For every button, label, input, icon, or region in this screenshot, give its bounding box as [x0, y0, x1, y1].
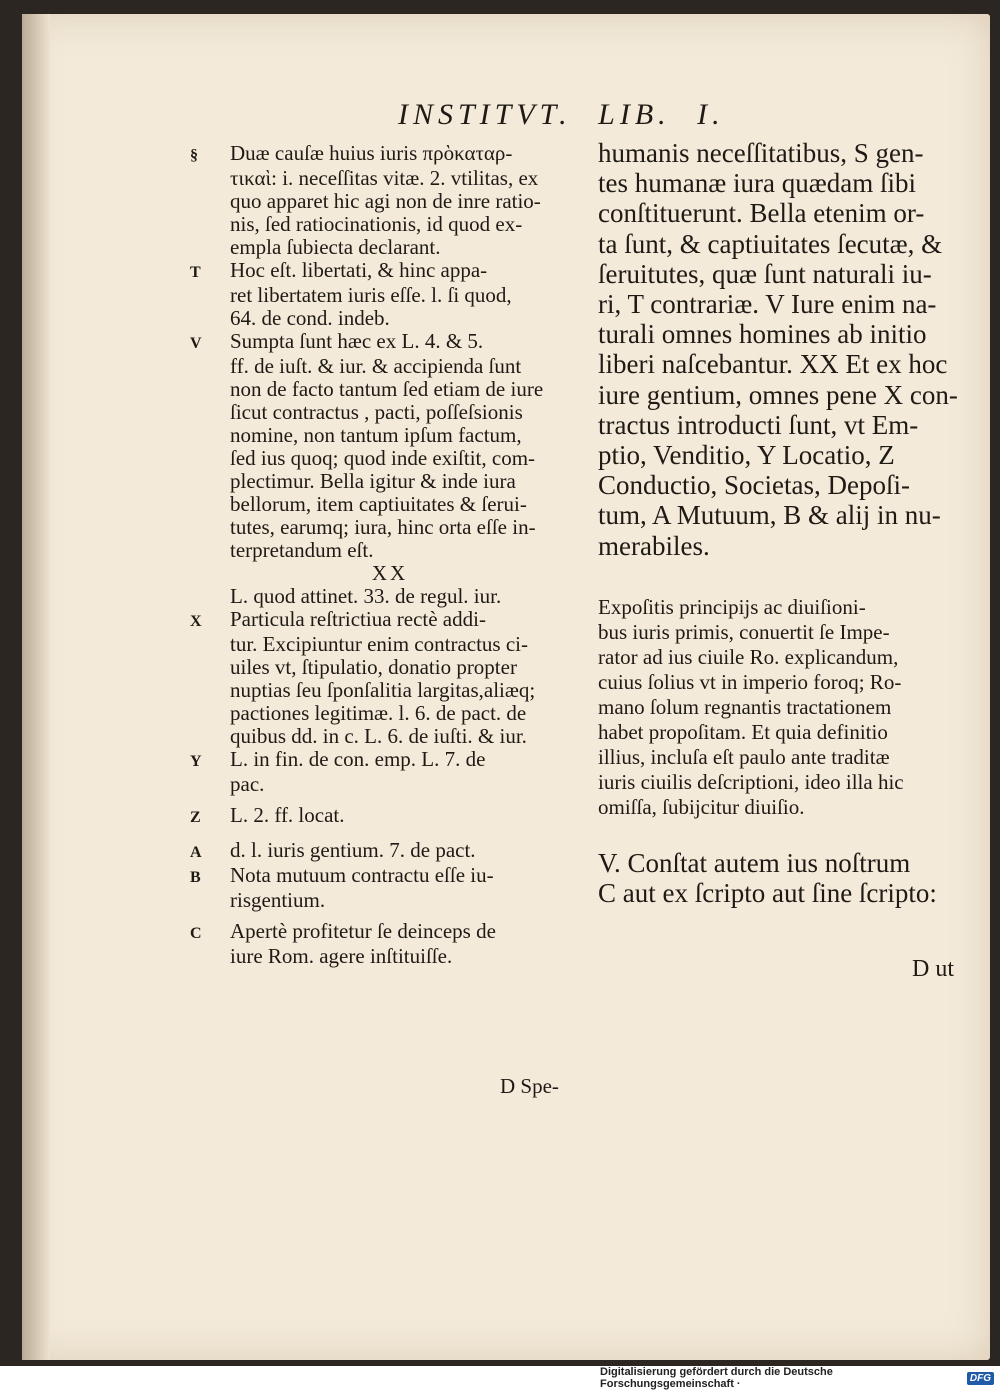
- text-line: [190, 804, 590, 829]
- line-text: ta ſunt, & captiuitates ſecutæ, &: [598, 228, 943, 259]
- line-text: rator ad ius ciuile Ro. explicandum,: [598, 644, 899, 669]
- line-text: ſed ius quoq; quod inde exiſtit, com-: [230, 446, 536, 470]
- text-line: [598, 848, 983, 878]
- catchword-left: D Spe-: [500, 1074, 559, 1098]
- note-marker: C: [190, 925, 202, 942]
- note-heading-xx: XX: [371, 561, 409, 585]
- line-text: ff. de iuſt. & iur. & accipienda ſunt: [230, 354, 522, 378]
- text-line: [598, 380, 983, 410]
- text-line: [598, 138, 983, 168]
- line-text: tes humanæ iura quædam ſibi: [598, 168, 916, 199]
- text-line: [190, 679, 590, 702]
- text-line: [190, 702, 590, 725]
- line-text: tutes, earumq; iura, hinc orta eſſe in-: [230, 515, 536, 539]
- line-text: tur. Excipiuntur enim contractus ci-: [230, 632, 528, 656]
- header-word: INSTITVT.: [398, 98, 572, 131]
- text-line: [598, 620, 983, 645]
- text-line: [190, 167, 590, 190]
- text-line: [190, 516, 590, 539]
- line-text: liberi naſcebantur. XX Et ex hoc: [598, 349, 948, 380]
- note-marker: B: [190, 869, 201, 886]
- line-text: 64. de cond. indeb.: [230, 306, 390, 330]
- line-text: Particula reſtrictiua rectè addi-: [230, 607, 486, 631]
- note-marker: T: [190, 264, 201, 281]
- text-line: [190, 213, 590, 236]
- text-line: [190, 190, 590, 213]
- text-line: [190, 608, 590, 633]
- line-text: plectimur. Bella igitur & inde iura: [230, 469, 516, 493]
- line-text: quo apparet hic agi non de inre ratio-: [230, 189, 541, 213]
- text-line: [190, 585, 590, 608]
- line-text: ri, T contrariæ. V Iure enim na-: [598, 289, 937, 320]
- text-line: [190, 330, 590, 355]
- text-line: [190, 424, 590, 447]
- line-text: empla ſubiecta declarant.: [230, 235, 441, 259]
- note-marker: §: [190, 147, 198, 164]
- text-line: [190, 236, 590, 259]
- text-line: [190, 725, 590, 748]
- footer-text: Digitalisierung gefördert durch die Deutsche Forschungsgemeinschaft ·: [600, 1366, 833, 1390]
- line-text: nuptias ſeu ſponſalitia largitas,aliæq;: [230, 678, 536, 702]
- line-text: Hoc eſt. libertati, & hinc appa-: [230, 258, 488, 282]
- line-text: omiſſa, ſubijcitur diuiſio.: [598, 794, 805, 819]
- line-text: bus iuris primis, conuertit ſe Impe-: [598, 619, 890, 644]
- text-line: [190, 889, 590, 912]
- line-text: habet propoſitam. Et quia definitio: [598, 719, 888, 744]
- text-line: [190, 401, 590, 424]
- text-line: [598, 770, 983, 795]
- line-text: merabiles.: [598, 530, 710, 561]
- line-text: humanis neceſſitatibus, S gen-: [598, 138, 924, 168]
- text-line: [190, 633, 590, 656]
- text-line: [598, 645, 983, 670]
- line-text: iure gentium, omnes pene X con-: [598, 379, 958, 410]
- text-line: [190, 839, 590, 864]
- text-line: [598, 198, 983, 228]
- text-line: [598, 745, 983, 770]
- line-text: iure Rom. agere inſtituiſſe.: [230, 944, 453, 968]
- line-text: Duæ cauſæ huius iuris πρὸκαταρ-: [230, 141, 513, 165]
- line-text: non de facto tantum ſed etiam de iure: [230, 377, 544, 401]
- text-line: [190, 378, 590, 401]
- line-text: pac.: [230, 772, 265, 796]
- footer-credit: [600, 1368, 1000, 1388]
- line-text: conſtituerunt. Bella etenim or-: [598, 198, 925, 229]
- text-line: [598, 695, 983, 720]
- text-line: [598, 168, 983, 198]
- line-text: nomine, non tantum ipſum factum,: [230, 423, 522, 447]
- text-line: [598, 470, 983, 500]
- line-text: Nota mutuum contractu eſſe iu-: [230, 863, 494, 887]
- line-text: τικαὶ: i. neceſſitas vitæ. 2. vtilitas, ex: [230, 166, 539, 190]
- line-text: Conductio, Societas, Depoſi-: [598, 470, 910, 501]
- line-text: uiles vt, ſtipulatio, donatio propter: [230, 655, 517, 679]
- line-text: bellorum, item captiuitates & ſerui-: [230, 492, 527, 516]
- line-text: turali omnes homines ab initio: [598, 319, 927, 350]
- text-line: [190, 284, 590, 307]
- text-line: [190, 307, 590, 330]
- text-line: [190, 945, 590, 968]
- text-line: [190, 259, 590, 284]
- line-text: ſicut contractus , pacti, poſſeſsionis: [230, 400, 523, 424]
- line-text: L. 2. ff. locat.: [230, 803, 345, 827]
- note-marker: A: [190, 844, 202, 861]
- line-text: iuris ciuilis deſcriptioni, ideo illa hic: [598, 769, 904, 794]
- text-line: [598, 795, 983, 820]
- text-line: [598, 670, 983, 695]
- text-line: [598, 440, 983, 470]
- text-line: [190, 539, 590, 562]
- line-text: Sumpta ſunt hæc ex L. 4. & 5.: [230, 329, 484, 353]
- spacer: [598, 561, 983, 595]
- line-text: ret libertatem iuris eſſe. l. ſi quod,: [230, 283, 512, 307]
- text-line: [190, 493, 590, 516]
- text-line: [598, 229, 983, 259]
- header-word: LIB.: [598, 98, 671, 131]
- running-header: [398, 98, 798, 132]
- text-line: [598, 500, 983, 530]
- line-text: L. in fin. de con. emp. L. 7. de: [230, 747, 486, 771]
- line-text: mano ſolum regnantis tractationem: [598, 694, 892, 719]
- page-spine-shadow: [22, 14, 50, 1360]
- note-marker: Y: [190, 753, 202, 770]
- line-text: terpretandum eſt.: [230, 538, 374, 562]
- commentary-column: [190, 142, 590, 968]
- line-text: Apertè profitetur ſe deinceps de: [230, 919, 496, 943]
- text-line: [598, 720, 983, 745]
- text-line: [598, 410, 983, 440]
- text-line: [190, 773, 590, 796]
- line-text: quibus dd. in c. L. 6. de iuſti. & iur.: [230, 724, 527, 748]
- text-line: [190, 748, 590, 773]
- note-marker: Z: [190, 809, 201, 826]
- line-text: C aut ex ſcripto aut ſine ſcripto:: [598, 878, 937, 909]
- text-line: [190, 355, 590, 378]
- catchword-right: D ut: [912, 956, 954, 982]
- text-line: [598, 289, 983, 319]
- spacer: [598, 820, 983, 848]
- line-text: pactiones legitimæ. l. 6. de pact. de: [230, 701, 527, 725]
- line-text: tum, A Mutuum, B & alij in nu-: [598, 500, 941, 531]
- line-text: tractus introducti ſunt, vt Em-: [598, 409, 919, 440]
- line-text: ſeruitutes, quæ ſunt naturali iu-: [598, 258, 932, 289]
- line-text: ptio, Venditio, Y Locatio, Z: [598, 440, 895, 471]
- note-marker: X: [190, 613, 202, 630]
- text-line: [598, 259, 983, 289]
- text-line: [598, 319, 983, 349]
- line-text: cuius ſolius vt in imperio foroq; Ro-: [598, 669, 902, 694]
- main-text-column: [598, 138, 983, 909]
- line-text: d. l. iuris gentium. 7. de pact.: [230, 838, 476, 862]
- line-text: nis, ſed ratiocinationis, id quod ex-: [230, 212, 523, 236]
- header-word: I.: [697, 98, 725, 131]
- text-line: [190, 864, 590, 889]
- text-line: [190, 447, 590, 470]
- text-line: [190, 470, 590, 493]
- dfg-logo: DFG: [967, 1372, 994, 1385]
- text-line: [598, 878, 983, 908]
- text-line: [598, 595, 983, 620]
- note-marker: V: [190, 335, 202, 352]
- line-text: V. Conſtat autem ius noſtrum: [598, 847, 911, 878]
- text-line: [190, 656, 590, 679]
- line-text: Expoſitis principijs ac diuiſioni-: [598, 594, 866, 619]
- text-line: [598, 531, 983, 561]
- line-text: risgentium.: [230, 888, 326, 912]
- text-line: [190, 920, 590, 945]
- line-text: L. quod attinet. 33. de regul. iur.: [230, 584, 502, 608]
- text-line: [190, 142, 590, 167]
- text-line: [598, 349, 983, 379]
- line-text: illius, incluſa eſt paulo ante traditæ: [598, 744, 890, 769]
